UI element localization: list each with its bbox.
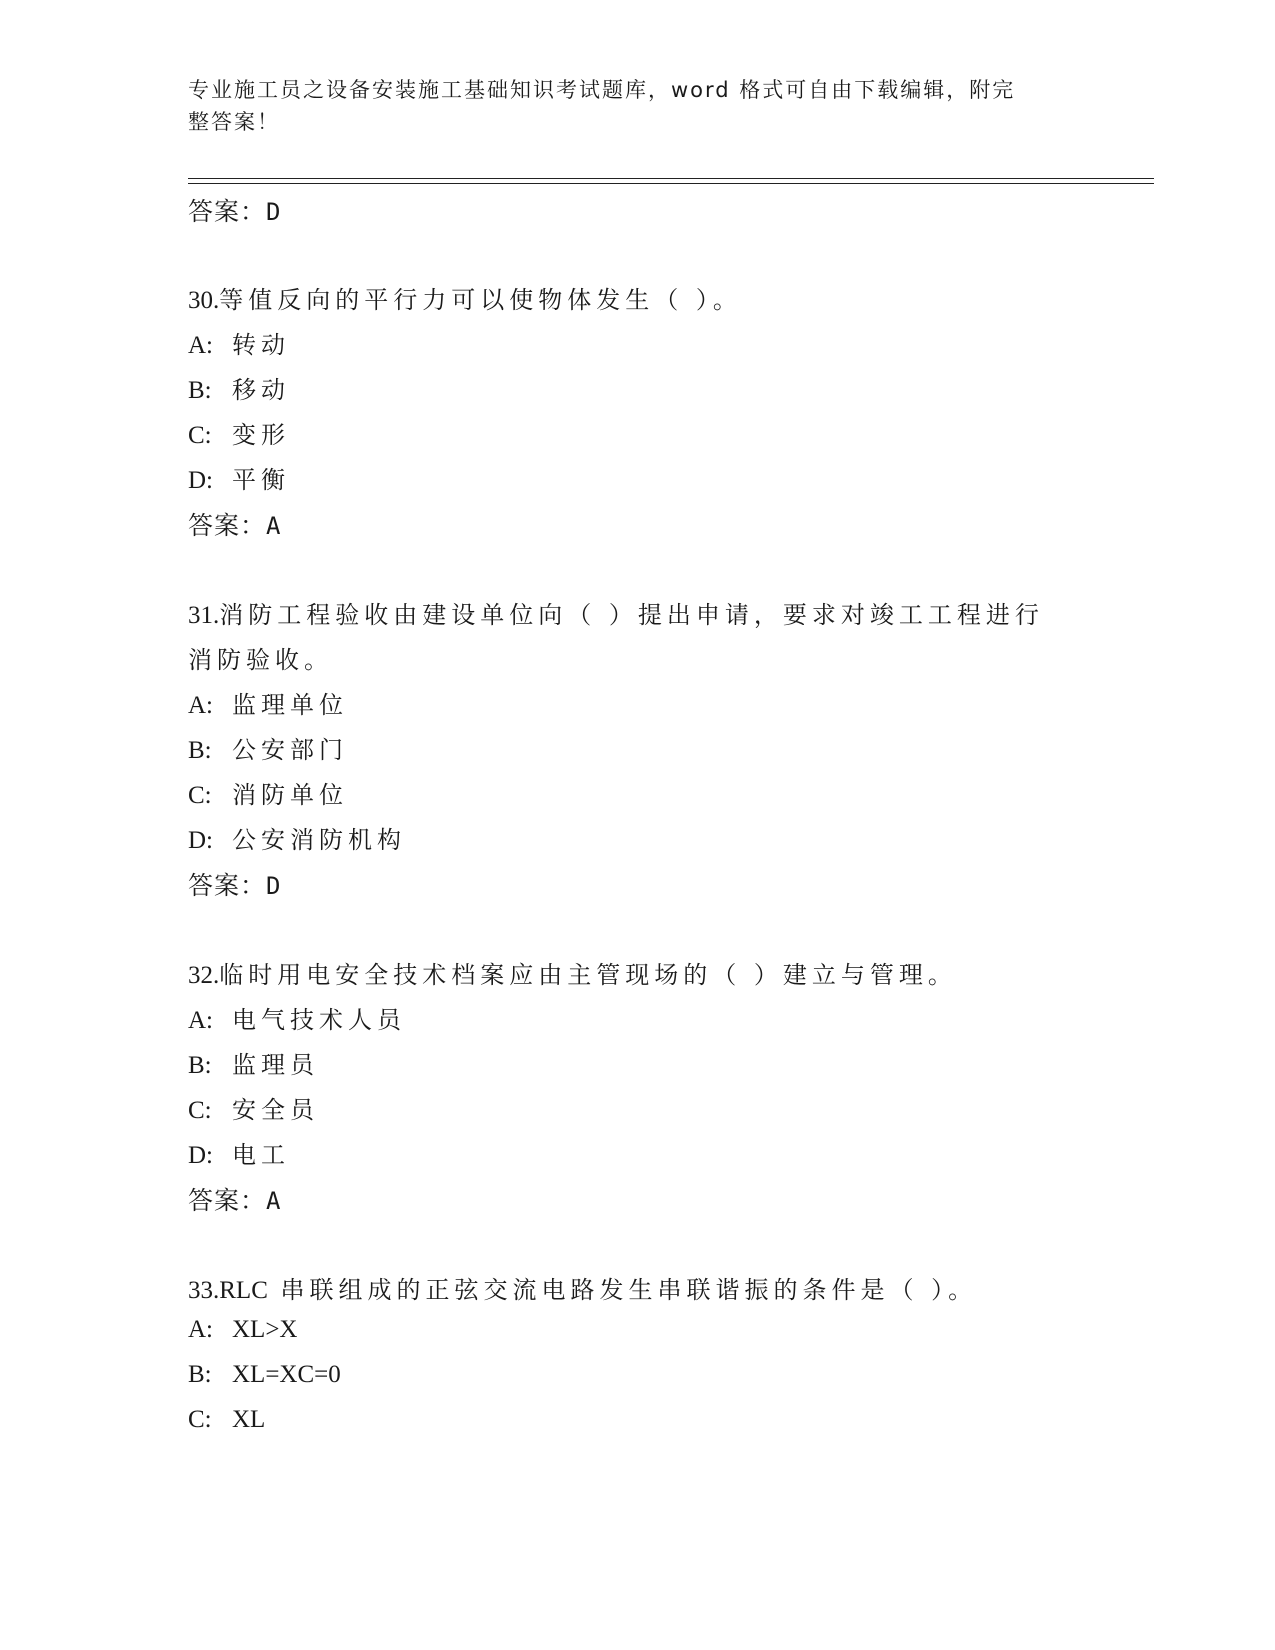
question-stem: 串联组成的正弦交流电路发生串联谐振的条件是（ ）。 [267,1276,978,1304]
document-header [188,74,1068,138]
question-30-option-a [188,325,290,360]
option-text: 转动 [232,331,290,359]
option-text: 监理单位 [232,691,348,719]
option-text: 监理员 [232,1051,319,1079]
option-text: 移动 [232,376,290,404]
option-label: B: [188,1361,212,1388]
question-number: 32. [188,962,220,989]
option-label: A: [188,1007,213,1034]
option-label: C: [188,422,212,449]
answer-prefix: 答案： [188,871,267,900]
option-text: 安全员 [232,1096,319,1124]
option-label: B: [188,377,212,404]
option-label: B: [188,1052,212,1079]
question-33-option-c [188,1405,265,1434]
question-stem-continued: 消防验收。 [188,646,333,674]
question-32-option-a [188,1000,406,1035]
header-rule-top [188,178,1154,179]
question-31-option-a [188,685,348,720]
question-32-option-c [188,1090,319,1125]
answer-value: A [266,1187,282,1215]
option-label: A: [188,332,213,359]
question-30-option-c [188,415,290,450]
header-line-2: 整答案！ [188,110,280,134]
option-label: C: [188,782,212,809]
question-31-option-d [188,820,406,855]
header-line-1: 专业施工员之设备安装施工基础知识考试题库，word 格式可自由下载编辑，附完 [188,78,1016,102]
question-31-option-b [188,730,348,765]
question-30-option-b [188,370,290,405]
question-number: 30. [188,287,220,314]
question-30-option-d [188,460,290,495]
question-30-answer [188,506,281,542]
question-32-option-b [188,1045,319,1080]
option-label: C: [188,1406,212,1433]
question-31-text-cont [188,640,333,675]
answer-value: D [266,198,282,226]
question-32-option-d [188,1135,290,1170]
question-31-text [188,595,1044,630]
question-33-option-a [188,1315,297,1344]
option-text: 变形 [232,421,290,449]
answer-prefix: 答案： [188,1186,267,1215]
question-31-answer [188,866,281,902]
option-label: D: [188,467,213,494]
option-label: D: [188,1142,213,1169]
question-30-text [188,280,742,315]
option-text: 电气技术人员 [232,1006,406,1034]
option-text: XL=XC=0 [232,1361,341,1388]
question-number: 31. [188,602,220,629]
question-31-option-c [188,775,348,810]
option-text: 平衡 [232,466,290,494]
question-stem: 消防工程验收由建设单位向（ ）提出申请，要求对竣工工程进行 [219,601,1044,629]
answer-value: A [266,512,282,540]
answer-value: D [266,872,282,900]
option-text: 消防单位 [232,781,348,809]
question-32-text [188,955,957,990]
question-stem: 等值反向的平行力可以使物体发生（ ）。 [219,286,742,314]
option-label: A: [188,1316,213,1343]
question-32-answer [188,1181,281,1217]
question-stem-latin: RLC [219,1277,268,1304]
header-rule-bottom [188,183,1154,184]
answer-prefix: 答案： [188,197,267,226]
option-text: 公安消防机构 [232,826,406,854]
question-number: 33. [188,1277,220,1304]
option-text: XL [232,1406,266,1433]
option-label: A: [188,692,213,719]
option-text: 公安部门 [232,736,348,764]
option-text: XL>X [232,1316,298,1343]
question-stem: 临时用电安全技术档案应由主管现场的（ ）建立与管理。 [219,961,957,989]
question-33-text [188,1270,977,1305]
option-label: C: [188,1097,212,1124]
option-text: 电工 [232,1141,290,1169]
answer-prefix: 答案： [188,511,267,540]
answer-line [188,192,281,228]
option-label: D: [188,827,213,854]
option-label: B: [188,737,212,764]
question-33-option-b [188,1360,341,1389]
